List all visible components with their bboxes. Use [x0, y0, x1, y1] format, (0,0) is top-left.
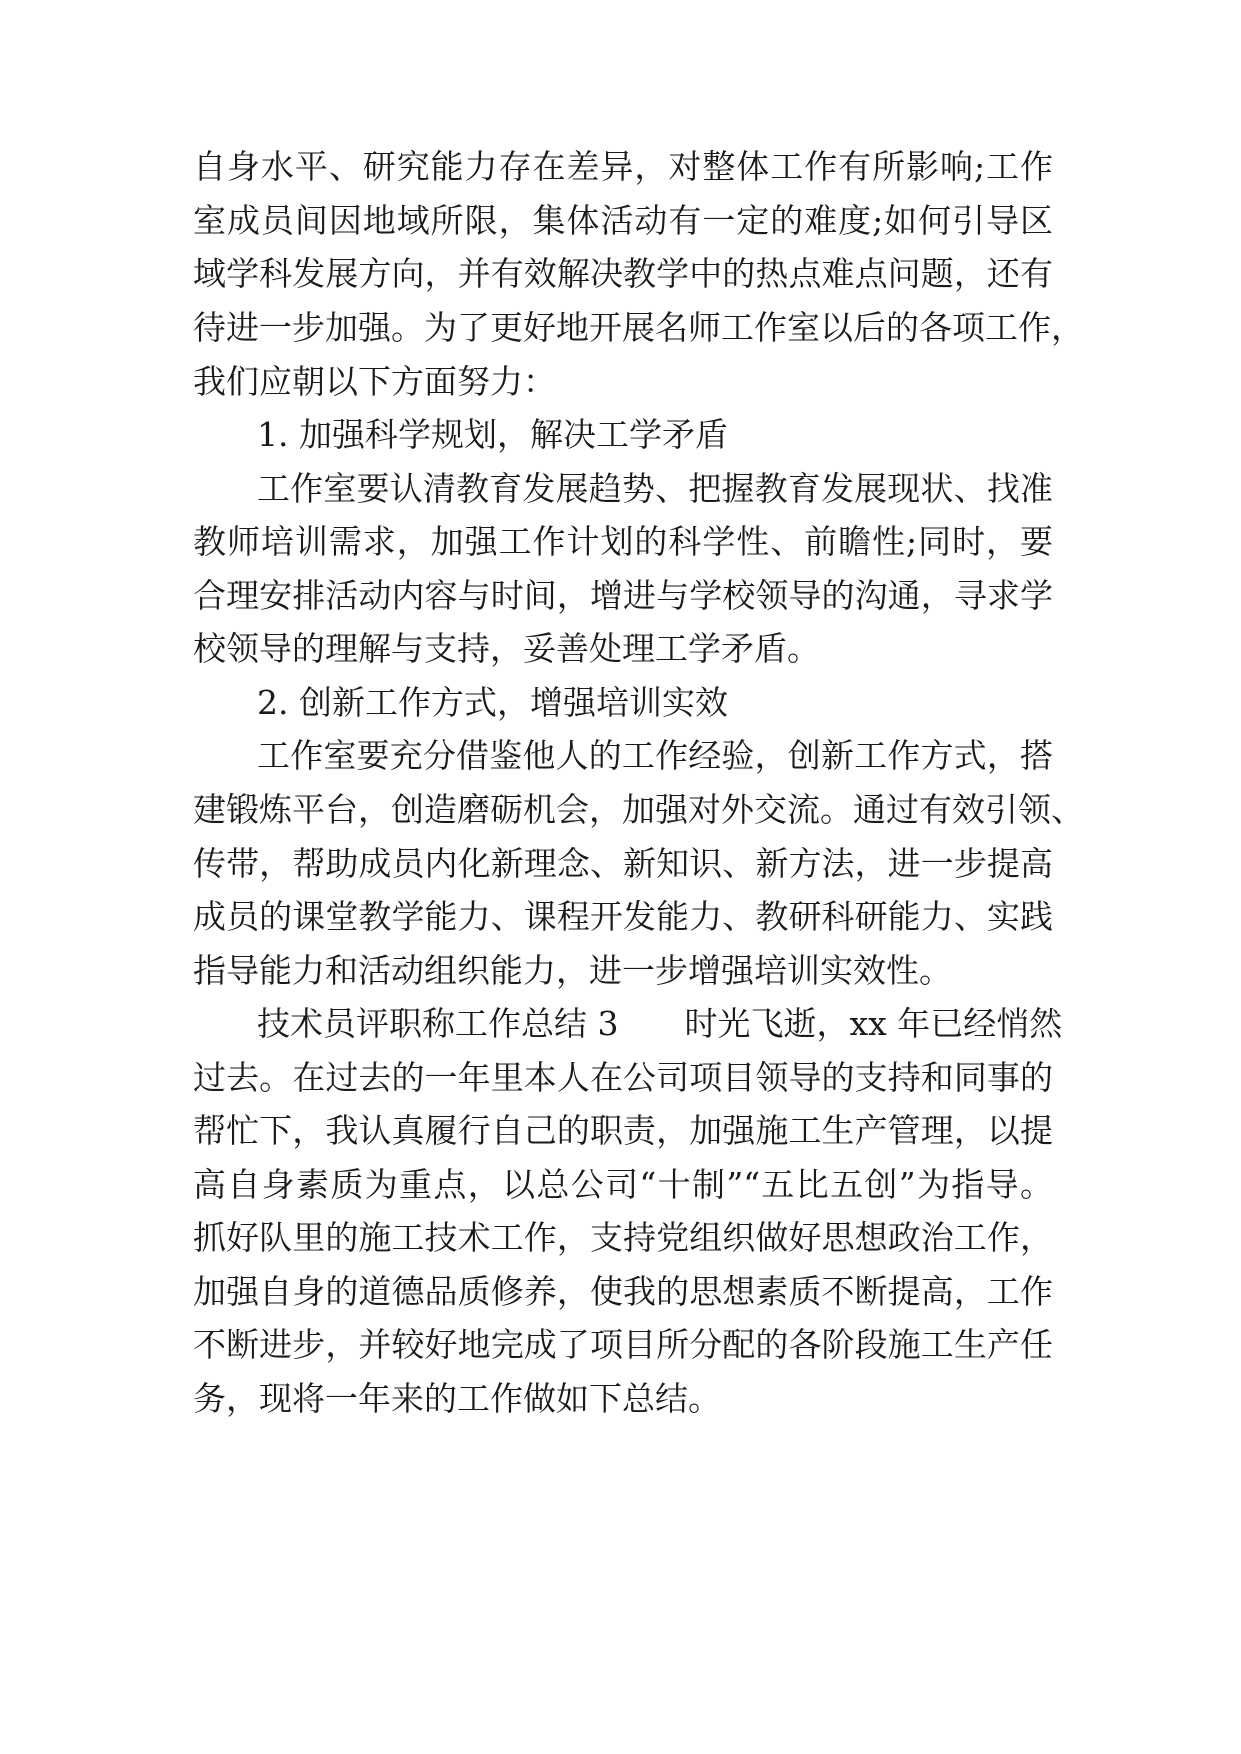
- paragraph-4-line-5: 抓好队里的施工技术工作，支持党组织做好思想政治工作，: [193, 1218, 1053, 1257]
- paragraph-4-line-8: 务，现将一年来的工作做如下总结。: [193, 1379, 721, 1418]
- paragraph-4-line-1: 技术员评职称工作总结 3 时光飞逝，xx 年已经悄然: [257, 1004, 1063, 1043]
- paragraph-3-line-5: 指导能力和活动组织能力，进一步增强培训实效性。: [193, 951, 952, 990]
- paragraph-1-line-3: 域学科发展方向，并有效解决教学中的热点难点问题，还有: [193, 254, 1053, 293]
- section-heading-1: 1. 加强科学规划，解决工学矛盾: [257, 415, 728, 454]
- paragraph-3-line-3: 传带，帮助成员内化新理念、新知识、新方法，进一步提高: [193, 844, 1053, 883]
- paragraph-2-line-2: 教师培训需求，加强工作计划的科学性、前瞻性;同时，要: [193, 522, 1053, 561]
- paragraph-1-line-1: 自身水平、研究能力存在差异，对整体工作有所影响;工作: [193, 147, 1053, 186]
- paragraph-1-line-2: 室成员间因地域所限，集体活动有一定的难度;如何引导区: [193, 201, 1053, 240]
- paragraph-3-line-4: 成员的课堂教学能力、课程开发能力、教研科研能力、实践: [193, 897, 1053, 936]
- section-heading-2: 2. 创新工作方式，增强培训实效: [257, 683, 728, 722]
- paragraph-4-line-7: 不断进步，并较好地完成了项目所分配的各阶段施工生产任: [193, 1325, 1053, 1364]
- paragraph-1-line-4: 待进一步加强。为了更好地开展名师工作室以后的各项工作，: [193, 308, 1084, 347]
- paragraph-2-line-3: 合理安排活动内容与时间，增进与学校领导的沟通，寻求学: [193, 576, 1053, 615]
- paragraph-4-line-4: 高自身素质为重点，以总公司“十制”“五比五创”为指导。: [193, 1165, 1053, 1204]
- paragraph-4-line-3: 帮忙下，我认真履行自己的职责，加强施工生产管理，以提: [193, 1111, 1053, 1150]
- paragraph-2-line-1: 工作室要认清教育发展趋势、把握教育发展现状、找准: [257, 469, 1053, 508]
- paragraph-2-line-4: 校领导的理解与支持，妥善处理工学矛盾。: [193, 629, 820, 668]
- paragraph-3-line-2: 建锻炼平台，创造磨砺机会，加强对外交流。通过有效引领、: [193, 790, 1084, 829]
- paragraph-3-line-1: 工作室要充分借鉴他人的工作经验，创新工作方式，搭: [257, 736, 1053, 775]
- paragraph-1-line-5: 我们应朝以下方面努力：: [193, 362, 556, 401]
- paragraph-4-line-2: 过去。在过去的一年里本人在公司项目领导的支持和同事的: [193, 1058, 1053, 1097]
- paragraph-4-line-6: 加强自身的道德品质修养，使我的思想素质不断提高，工作: [193, 1272, 1053, 1311]
